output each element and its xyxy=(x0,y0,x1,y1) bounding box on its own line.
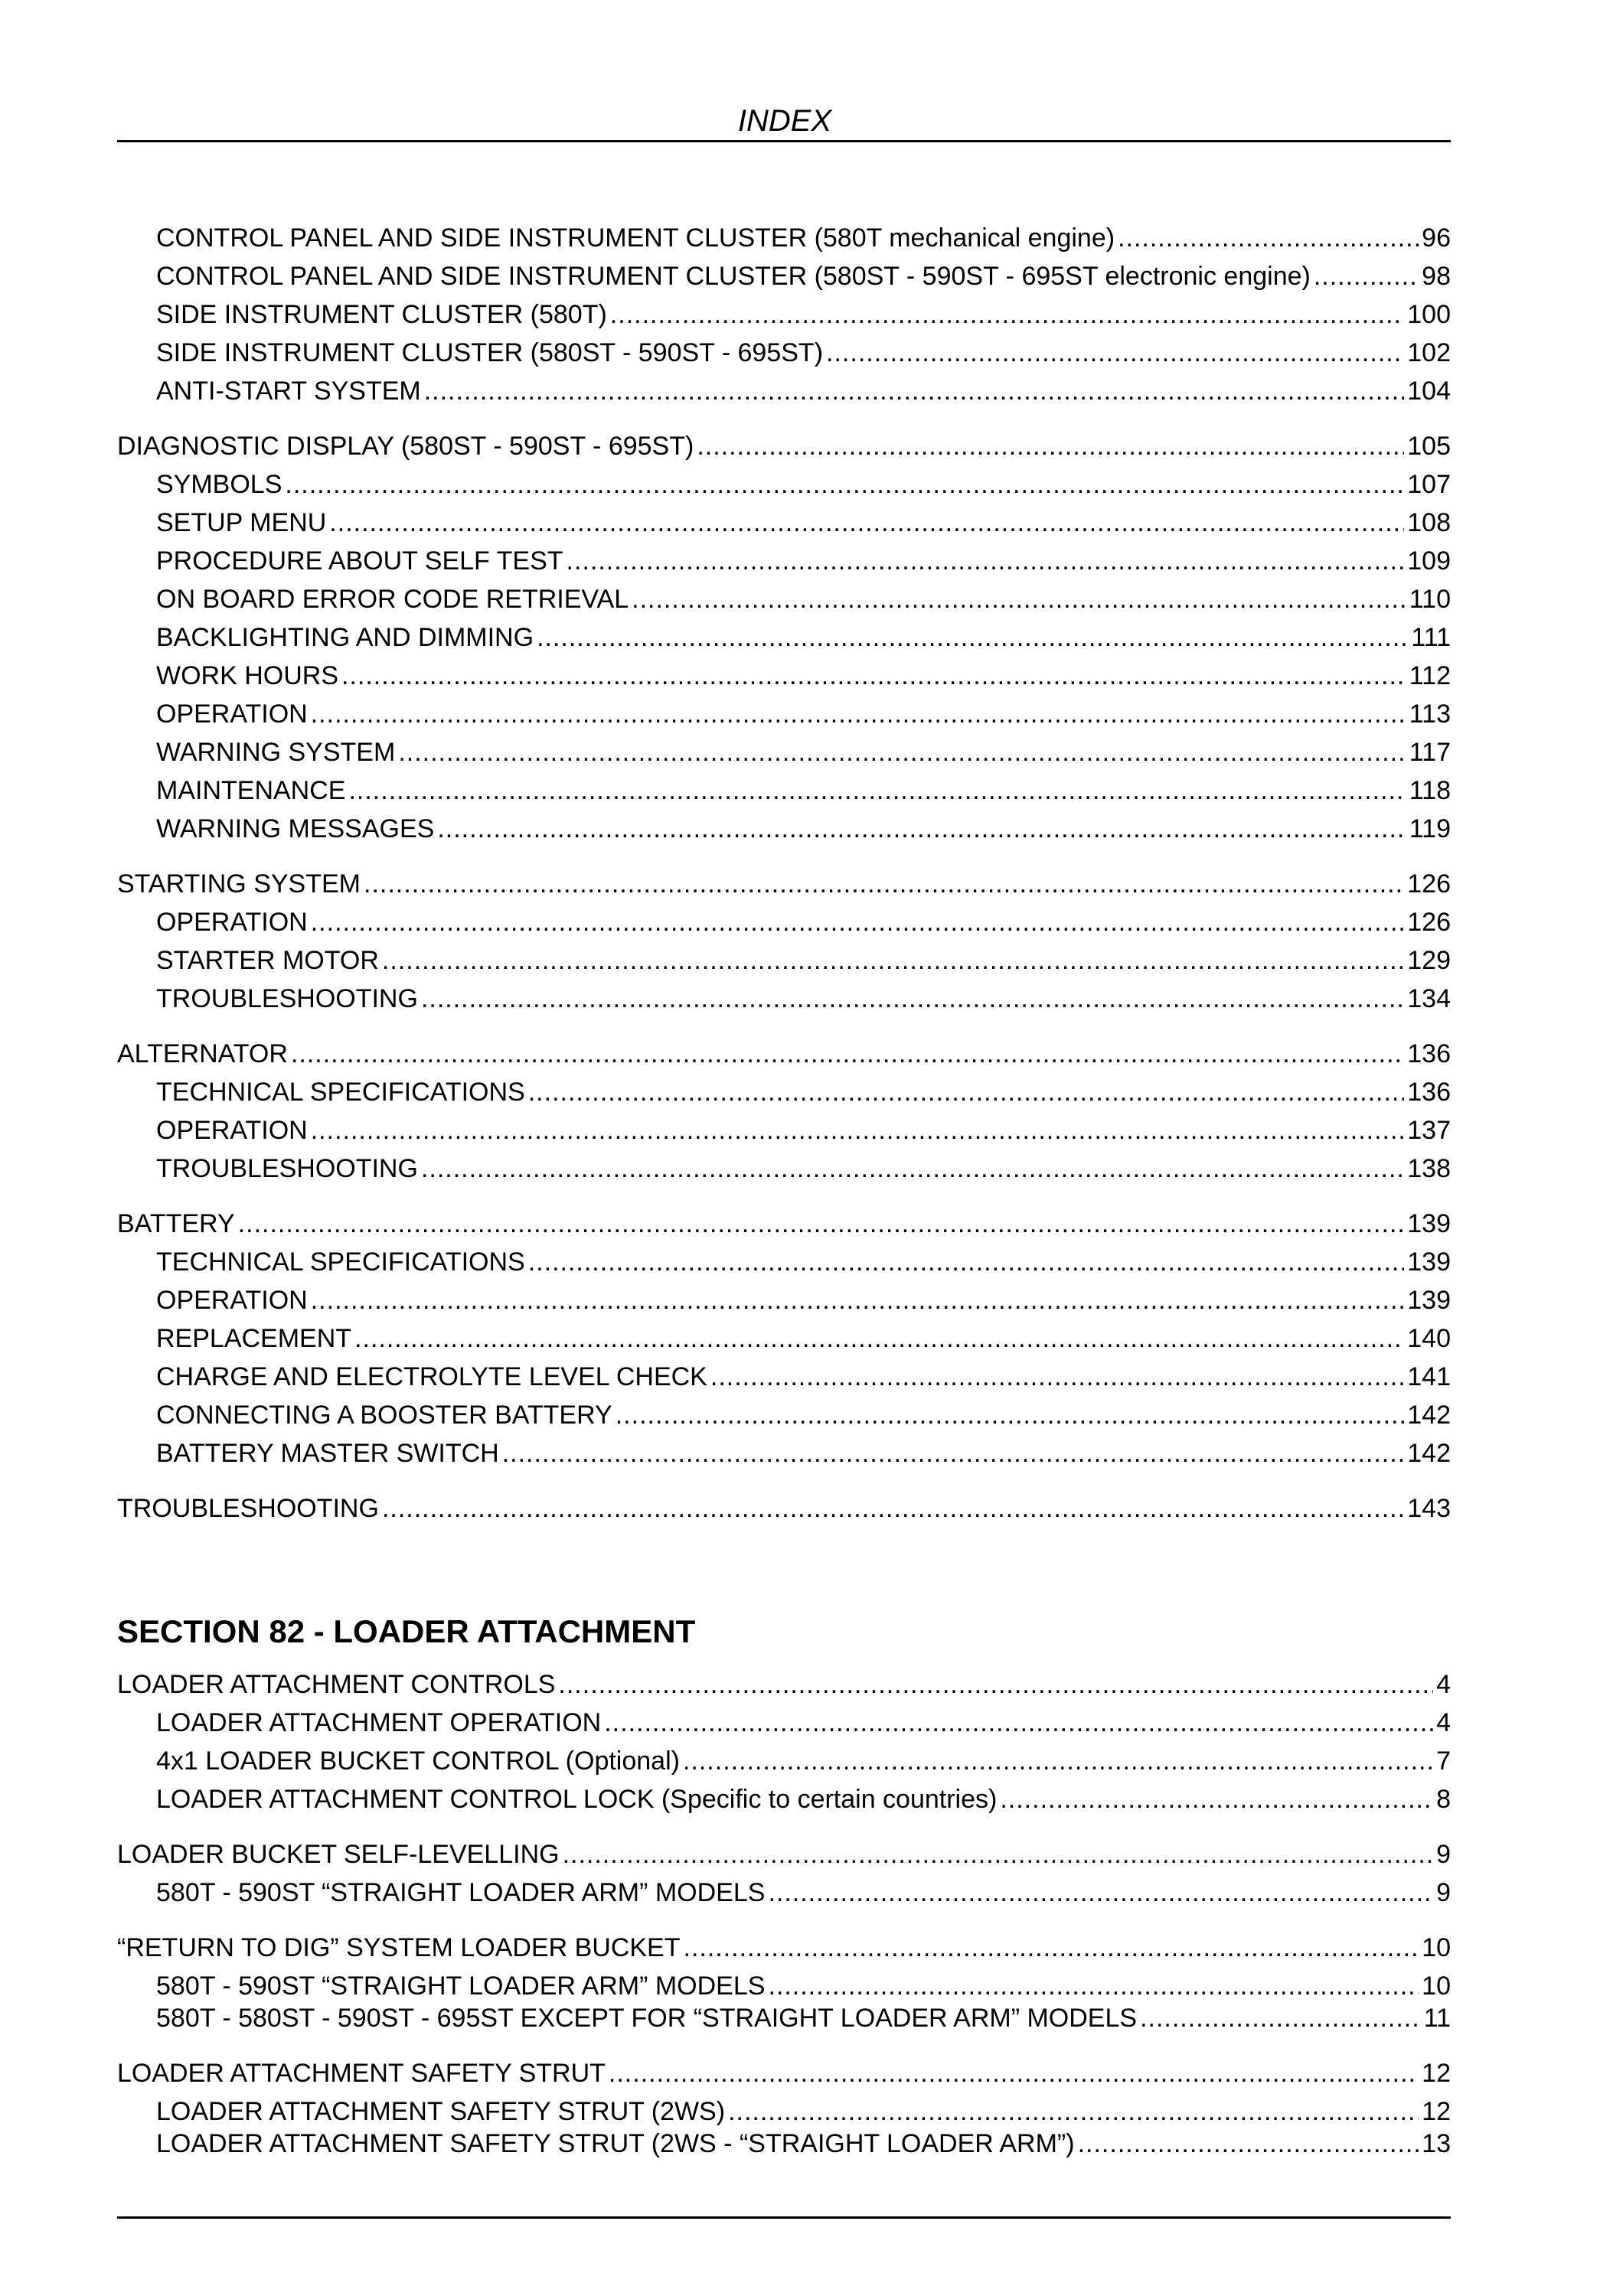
dot-leader xyxy=(424,375,1405,407)
toc-entry-label: SIDE INSTRUMENT CLUSTER (580ST - 590ST - 695ST) xyxy=(156,338,824,367)
toc-entry-label: ANTI-START SYSTEM xyxy=(156,377,421,406)
dot-leader xyxy=(768,1877,1433,1909)
toc-entry-page: 12 xyxy=(1422,2097,1451,2126)
dot-leader xyxy=(609,2057,1419,2089)
toc-entry[interactable] xyxy=(117,862,1451,900)
toc-entry-label: MAINTENANCE xyxy=(156,776,346,805)
toc-entry-label: LOADER ATTACHMENT SAFETY STRUT (2WS) xyxy=(156,2097,726,2126)
toc-entry-label: LOADER ATTACHMENT CONTROLS xyxy=(117,1670,556,1699)
toc-entry[interactable] xyxy=(117,216,1451,254)
toc-entry-label: 580T - 590ST “STRAIGHT LOADER ARM” MODELS xyxy=(156,1878,766,1907)
toc-entry[interactable] xyxy=(117,1832,1451,1870)
toc-entry[interactable] xyxy=(117,254,1451,292)
toc-entry[interactable] xyxy=(117,1202,1451,1240)
toc-entry[interactable] xyxy=(117,1316,1451,1355)
dot-leader xyxy=(528,1246,1405,1278)
toc-entry-label: “RETURN TO DIG” SYSTEM LOADER BUCKET xyxy=(117,1933,681,1962)
toc-entry[interactable] xyxy=(117,1926,1451,1964)
toc-entry-page: 7 xyxy=(1436,1746,1451,1776)
toc-entry-label: CONTROL PANEL AND SIDE INSTRUMENT CLUSTER (580ST - 590ST - 695ST electronic engine) xyxy=(156,262,1311,291)
toc-entry-page: 138 xyxy=(1407,1154,1451,1183)
toc-entry[interactable] xyxy=(117,292,1451,331)
toc-entry[interactable] xyxy=(117,501,1451,539)
toc-entry-label: TECHNICAL SPECIFICATIONS xyxy=(156,1247,525,1277)
dot-leader xyxy=(558,1668,1433,1701)
toc-entry-label: 4x1 LOADER BUCKET CONTROL (Optional) xyxy=(156,1746,680,1776)
dot-leader xyxy=(632,583,1406,615)
toc-entry-page: 112 xyxy=(1409,661,1451,690)
toc-entry-label: OPERATION xyxy=(156,700,308,729)
toc-entry-page: 102 xyxy=(1407,338,1451,367)
toc-entry-label: TROUBLESHOOTING xyxy=(156,984,418,1013)
dot-leader xyxy=(710,1361,1404,1393)
toc-entry-page: 108 xyxy=(1407,508,1451,537)
dot-leader xyxy=(311,906,1405,938)
toc-entry-page: 139 xyxy=(1407,1247,1451,1277)
toc-entry-label: ALTERNATOR xyxy=(117,1039,288,1068)
toc-entry-label: BATTERY xyxy=(117,1209,235,1238)
toc-entry[interactable] xyxy=(117,577,1451,615)
toc-entry-page: 111 xyxy=(1411,623,1451,652)
toc-entry-page: 9 xyxy=(1436,1840,1451,1869)
dot-leader xyxy=(502,1437,1405,1469)
toc-entry-label: BATTERY MASTER SWITCH xyxy=(156,1439,499,1468)
dot-leader xyxy=(616,1399,1405,1431)
toc-entry-label: TROUBLESHOOTING xyxy=(117,1494,379,1523)
dot-leader xyxy=(563,1838,1434,1870)
toc-entry-label: LOADER ATTACHMENT SAFETY STRUT (2WS - “STRAIGHT LOADER ARM”) xyxy=(156,2129,1075,2158)
toc-entry-page: 10 xyxy=(1422,1933,1451,1962)
toc-entry-label: 580T - 590ST “STRAIGHT LOADER ARM” MODELS xyxy=(156,1971,766,2001)
toc-entry-label: BACKLIGHTING AND DIMMING xyxy=(156,623,534,652)
dot-leader xyxy=(826,337,1404,369)
toc-entry[interactable] xyxy=(117,1701,1451,1739)
toc-entry-page: 104 xyxy=(1407,377,1451,406)
dot-leader xyxy=(238,1208,1405,1240)
toc-entry-label: WARNING SYSTEM xyxy=(156,738,396,767)
dot-leader xyxy=(398,736,1406,768)
toc-entry-page: 142 xyxy=(1407,1439,1451,1468)
dot-leader xyxy=(1078,2128,1419,2160)
dot-leader xyxy=(285,468,1404,501)
toc-entry[interactable] xyxy=(117,1070,1451,1108)
toc-entry-page: 129 xyxy=(1407,946,1451,975)
toc-entry-page: 107 xyxy=(1407,470,1451,499)
dot-leader xyxy=(683,1745,1433,1777)
toc-entry-label: 580T - 580ST - 590ST - 695ST EXCEPT FOR “STRAIGHT LOADER ARM” MODELS xyxy=(156,2004,1138,2033)
dot-leader xyxy=(364,868,1404,900)
dot-leader xyxy=(437,813,1406,845)
dot-leader xyxy=(1000,1783,1433,1815)
dot-leader xyxy=(348,775,1406,807)
toc-entry-label: WARNING MESSAGES xyxy=(156,814,435,843)
dot-leader xyxy=(311,1114,1405,1146)
toc-entry-page: 118 xyxy=(1409,776,1451,805)
toc-entry-page: 10 xyxy=(1422,1971,1451,2001)
toc-entry-label: SETUP MENU xyxy=(156,508,327,537)
toc-entry-page: 113 xyxy=(1409,700,1451,729)
dot-leader xyxy=(610,298,1404,331)
toc-entry-page: 142 xyxy=(1407,1401,1451,1430)
toc-entry-page: 96 xyxy=(1422,223,1451,253)
toc-entry-label: PROCEDURE ABOUT SELF TEST xyxy=(156,546,563,576)
toc-entry[interactable] xyxy=(117,539,1451,577)
dot-leader xyxy=(341,660,1406,692)
dot-leader xyxy=(697,430,1404,462)
dot-leader xyxy=(329,507,1404,539)
toc-entry[interactable] xyxy=(117,1278,1451,1316)
dot-leader xyxy=(1140,2002,1421,2034)
dot-leader xyxy=(421,983,1404,1015)
toc-entry-page: 98 xyxy=(1422,262,1451,291)
toc-entry[interactable] xyxy=(117,1777,1451,1815)
toc-entry[interactable] xyxy=(117,768,1451,807)
toc-entry-label: WORK HOURS xyxy=(156,661,338,690)
toc-entry-page: 9 xyxy=(1436,1878,1451,1907)
toc-entry-page: 134 xyxy=(1407,984,1451,1013)
toc-entry[interactable] xyxy=(117,1739,1451,1777)
toc-entry[interactable] xyxy=(117,1108,1451,1146)
toc-entry[interactable] xyxy=(117,730,1451,768)
toc-entry[interactable] xyxy=(117,615,1451,654)
toc-entry-page: 12 xyxy=(1422,2059,1451,2088)
toc-entry-label: STARTER MOTOR xyxy=(156,946,379,975)
toc-entry-page: 109 xyxy=(1407,546,1451,576)
toc-entry-label: CHARGE AND ELECTROLYTE LEVEL CHECK xyxy=(156,1362,707,1391)
toc-entry-page: 137 xyxy=(1407,1116,1451,1145)
dot-leader xyxy=(382,1492,1404,1525)
toc-entry[interactable] xyxy=(117,977,1451,1015)
toc-entry-label: OPERATION xyxy=(156,1286,308,1315)
toc-entry-label: LOADER ATTACHMENT SAFETY STRUT xyxy=(117,2059,606,2088)
toc-entry-page: 119 xyxy=(1409,814,1451,843)
dot-leader xyxy=(311,1284,1405,1316)
toc-entry[interactable] xyxy=(117,424,1451,462)
toc-entry[interactable] xyxy=(117,462,1451,501)
toc-entry-label: TECHNICAL SPECIFICATIONS xyxy=(156,1078,525,1107)
toc-entry-page: 13 xyxy=(1422,2129,1451,2158)
toc-entry-label: LOADER ATTACHMENT CONTROL LOCK (Specific to certain countries) xyxy=(156,1785,998,1814)
section-heading: SECTION 82 - LOADER ATTACHMENT xyxy=(117,1613,696,1649)
toc-entry[interactable] xyxy=(117,1996,1451,2034)
dot-leader xyxy=(1118,222,1419,254)
toc-entry-page: 139 xyxy=(1407,1286,1451,1315)
footer-rule xyxy=(117,2216,1451,2219)
toc-entry-page: 11 xyxy=(1423,2004,1451,2033)
toc-entry[interactable] xyxy=(117,1662,1451,1701)
toc-entry-label: OPERATION xyxy=(156,908,308,937)
toc-entry-page: 136 xyxy=(1407,1039,1451,1068)
toc-entry-label: STARTING SYSTEM xyxy=(117,869,361,899)
toc-entry-label: ON BOARD ERROR CODE RETRIEVAL xyxy=(156,585,629,614)
toc-entry[interactable] xyxy=(117,1393,1451,1431)
toc-entry-label: TROUBLESHOOTING xyxy=(156,1154,418,1183)
toc-entry-page: 110 xyxy=(1409,585,1451,614)
dot-leader xyxy=(311,698,1406,730)
toc-entry[interactable] xyxy=(117,331,1451,369)
toc-entry-label: SYMBOLS xyxy=(156,470,282,499)
toc-entry[interactable] xyxy=(117,1870,1451,1909)
toc-entry[interactable] xyxy=(117,2122,1451,2160)
toc-entry-page: 141 xyxy=(1407,1362,1451,1391)
toc-entry[interactable] xyxy=(117,2051,1451,2089)
toc-entry[interactable] xyxy=(117,1146,1451,1185)
toc-entry-page: 117 xyxy=(1409,738,1451,767)
toc-entry[interactable] xyxy=(117,938,1451,977)
toc-entry-page: 143 xyxy=(1407,1494,1451,1523)
dot-leader xyxy=(528,1076,1405,1108)
dot-leader xyxy=(421,1153,1404,1185)
toc-entry-label: LOADER BUCKET SELF-LEVELLING xyxy=(117,1840,560,1869)
page-header-title: INDEX xyxy=(737,104,832,138)
dot-leader xyxy=(567,545,1405,577)
toc-entry-page: 105 xyxy=(1407,432,1451,461)
toc-entry-label: SIDE INSTRUMENT CLUSTER (580T) xyxy=(156,300,607,329)
dot-leader xyxy=(1314,260,1419,292)
toc-entry-page: 136 xyxy=(1407,1078,1451,1107)
toc-entry[interactable] xyxy=(117,807,1451,845)
toc-entry[interactable] xyxy=(117,654,1451,692)
toc-entry[interactable] xyxy=(117,1032,1451,1070)
toc-entry[interactable] xyxy=(117,692,1451,730)
toc-entry-label: LOADER ATTACHMENT OPERATION xyxy=(156,1708,602,1737)
toc-entry-page: 139 xyxy=(1407,1209,1451,1238)
toc-entry-page: 100 xyxy=(1407,300,1451,329)
toc-entry[interactable] xyxy=(117,369,1451,407)
toc-entry-page: 126 xyxy=(1407,869,1451,899)
toc-entry-page: 4 xyxy=(1436,1708,1451,1737)
toc-entry-label: REPLACEMENT xyxy=(156,1324,352,1353)
toc-entry-page: 126 xyxy=(1407,908,1451,937)
toc-entry-label: CONNECTING A BOOSTER BATTERY xyxy=(156,1401,612,1430)
dot-leader xyxy=(291,1038,1404,1070)
dot-leader xyxy=(604,1707,1433,1739)
toc-entry[interactable] xyxy=(117,1355,1451,1393)
toc-entry-label: CONTROL PANEL AND SIDE INSTRUMENT CLUSTER (580T mechanical engine) xyxy=(156,223,1115,253)
toc-entry-page: 140 xyxy=(1407,1324,1451,1353)
toc-entry-label: OPERATION xyxy=(156,1116,308,1145)
toc-entry-page: 4 xyxy=(1436,1670,1451,1699)
toc-entry-label: DIAGNOSTIC DISPLAY (580ST - 590ST - 695ST) xyxy=(117,432,694,461)
toc-entry[interactable] xyxy=(117,1486,1451,1525)
dot-leader xyxy=(354,1322,1404,1355)
toc-entry[interactable] xyxy=(117,1240,1451,1278)
toc-entry-page: 8 xyxy=(1436,1785,1451,1814)
dot-leader xyxy=(537,621,1408,654)
dot-leader xyxy=(382,944,1404,977)
dot-leader xyxy=(684,1932,1419,1964)
toc-entry[interactable] xyxy=(117,1431,1451,1469)
header-rule xyxy=(117,140,1451,142)
toc-entry[interactable] xyxy=(117,900,1451,938)
